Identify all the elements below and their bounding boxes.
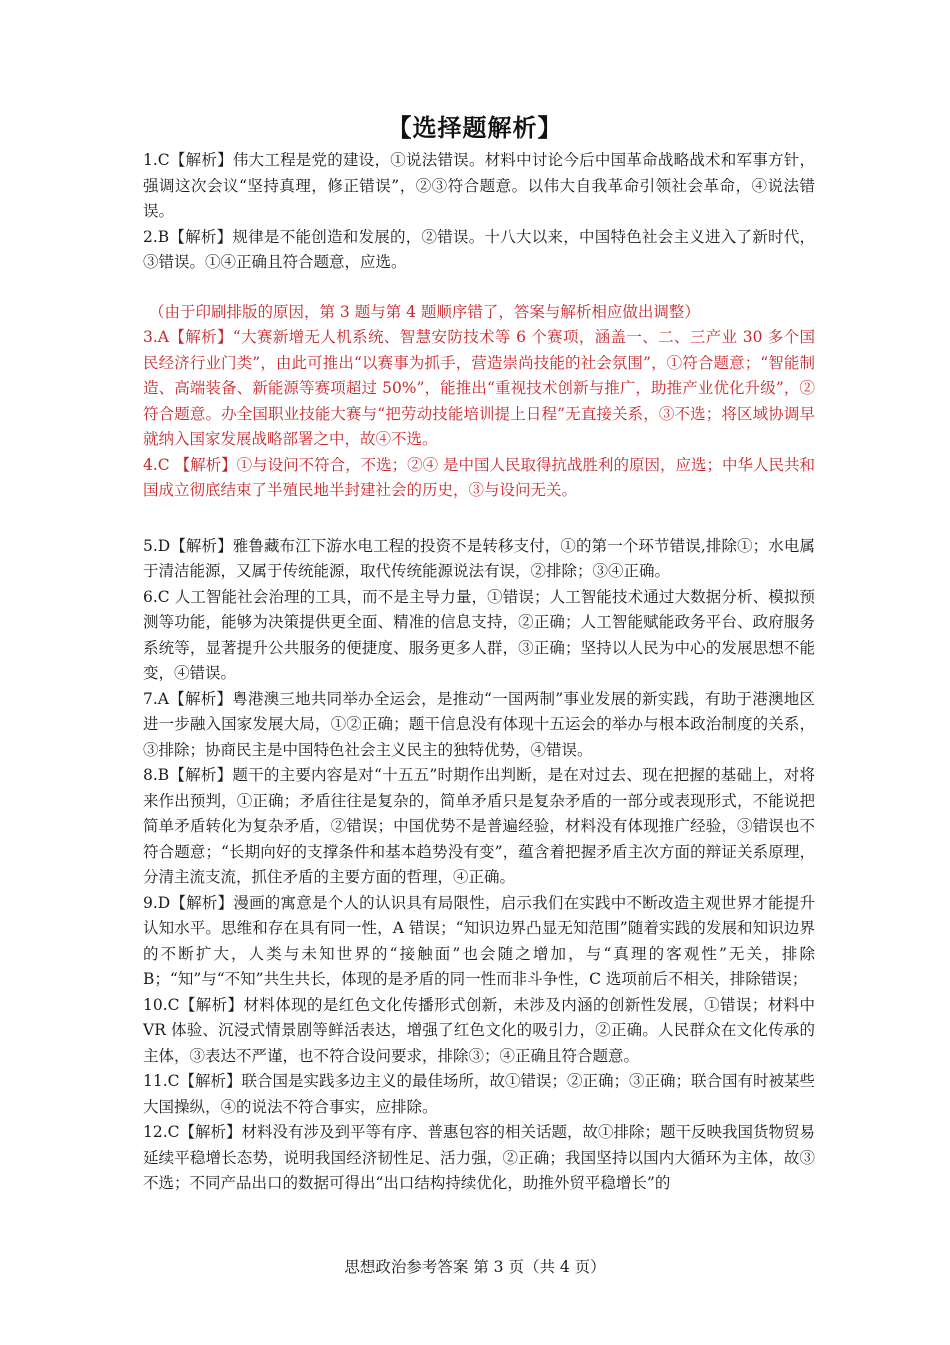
- section-title: 【选择题解析】: [387, 113, 563, 142]
- answer-2: 2.B【解析】规律是不能创造和发展的，②错误。十八大以来，中国特色社会主义进入了新时代，③错误。①④正确且符合题意，应选。: [143, 227, 815, 271]
- answer-1: 1.C【解析】伟大工程是党的建设，①说法错误。材料中讨论今后中国革命战略战术和军事方针，强调这次会议“坚持真理，修正错误”，②③符合题意。以伟大自我革命引领社会革命，④说法错误。: [143, 151, 815, 220]
- answer-3: 3.A【解析】“大赛新增无人机系统、智慧安防技术等 6 个赛项，涵盖一、二、三产业 30 多个国民经济行业门类”，由此可推出“以赛事为抓手，营造崇尚技能的社会氛围”，①符合题意；“智能制造、高端装备、新能源等赛项超过 50%”，能推出“重视技术创新与推广，助推产业优化升级”，②符合题意。办全国职业技能大赛与“把劳动技能培训提上日程”无直接关系，③不选；将区域协调早就纳入国家发展战略部署之中，故④不选。: [143, 328, 815, 448]
- adjustment-note: （由于印刷排版的原因，第 3 题与第 4 题顺序错了，答案与解析相应做出调整）: [149, 302, 700, 321]
- answer-4: 4.C 【解析】①与设问不符合，不选；②④ 是中国人民取得抗战胜利的原因，应选；中华人民共和国成立彻底结束了半殖民地半封建社会的历史，③与设问无关。: [143, 455, 816, 499]
- answer-10: 10.C【解析】材料体现的是红色文化传播形式创新，未涉及内涵的创新性发展，①错误；材料中 VR 体验、沉浸式情景剧等鲜活表达，增强了红色文化的吸引力，②正确。人民群众在文化传承的主体，③表达不严谨，也不符合设问要求，排除③；④正确且符合题意。: [143, 995, 815, 1065]
- answer-12: 12.C【解析】材料没有涉及到平等有序、普惠包容的相关话题，故①排除；题干反映我国货物贸易延续平稳增长态势，说明我国经济韧性足、活力强，②正确；我国坚持以国内大循环为主体，故③不选；不同产品出口的数据可得出“出口结构持续优化，助推外贸平稳增长”的: [143, 1123, 816, 1192]
- answer-11: 11.C【解析】联合国是实践多边主义的最佳场所，故①错误；②正确；③正确；联合国有时被某些大国操纵，④的说法不符合事实，应排除。: [143, 1072, 816, 1116]
- answer-6: 6.C 人工智能社会治理的工具，而不是主导力量，①错误；人工智能技术通过大数据分析、模拟预测等功能，能够为决策提供更全面、精准的信息支持，②正确；人工智能赋能政务平台、政府服务系统等，显著提升公共服务的便捷度、服务更多人群，③正确；坚持以人民为中心的发展思想不能变，④错误。: [143, 587, 815, 682]
- page-footer: 思想政治参考答案 第 3 页（共 4 页）: [344, 1258, 606, 1276]
- answer-5: 5.D【解析】雅鲁藏布江下游水电工程的投资不是转移支付，①的第一个环节错误,排除①；水电属于清洁能源，又属于传统能源，取代传统能源说法有误，②排除；③④正确。: [143, 536, 815, 580]
- answer-8: 8.B【解析】题干的主要内容是对“十五五”时期作出判断，是在对过去、现在把握的基础上，对将来作出预判，①正确；矛盾往往是复杂的，简单矛盾只是复杂矛盾的一部分或表现形式，不能说把简单矛盾转化为复杂矛盾，②错误；中国优势不是普遍经验，材料没有体现推广经验，③错误也不符合题意；“长期向好的支撑条件和基本趋势没有变”，蕴含着把握矛盾主次方面的辩证关系原理，分清主流支流，抓住矛盾的主要方面的哲理，④正确。: [143, 766, 815, 886]
- answer-content: [143, 148, 815, 1197]
- answer-7: 7.A【解析】粤港澳三地共同举办全运会，是推动“一国两制”事业发展的新实践，有助于港澳地区进一步融入国家发展大局，①②正确；题干信息没有体现十五运会的举办与根本政治制度的关系，③排除；协商民主是中国特色社会主义民主的独特优势，④错误。: [143, 689, 815, 759]
- answer-9: 9.D【解析】漫画的寓意是个人的认识具有局限性，启示我们在实践中不断改造主观世界才能提升认知水平。思维和存在具有同一性，A 错误；“知识边界凸显无知范围”随着实践的发展和知识边界的不断扩大，人类与未知世界的“接触面”也会随之增加，与“真理的客观性”无关，排除 B；“知”与“不知”共生共长，体现的是矛盾的同一性而非斗争性，C 选项前后不相关，排除错误；: [143, 893, 815, 988]
